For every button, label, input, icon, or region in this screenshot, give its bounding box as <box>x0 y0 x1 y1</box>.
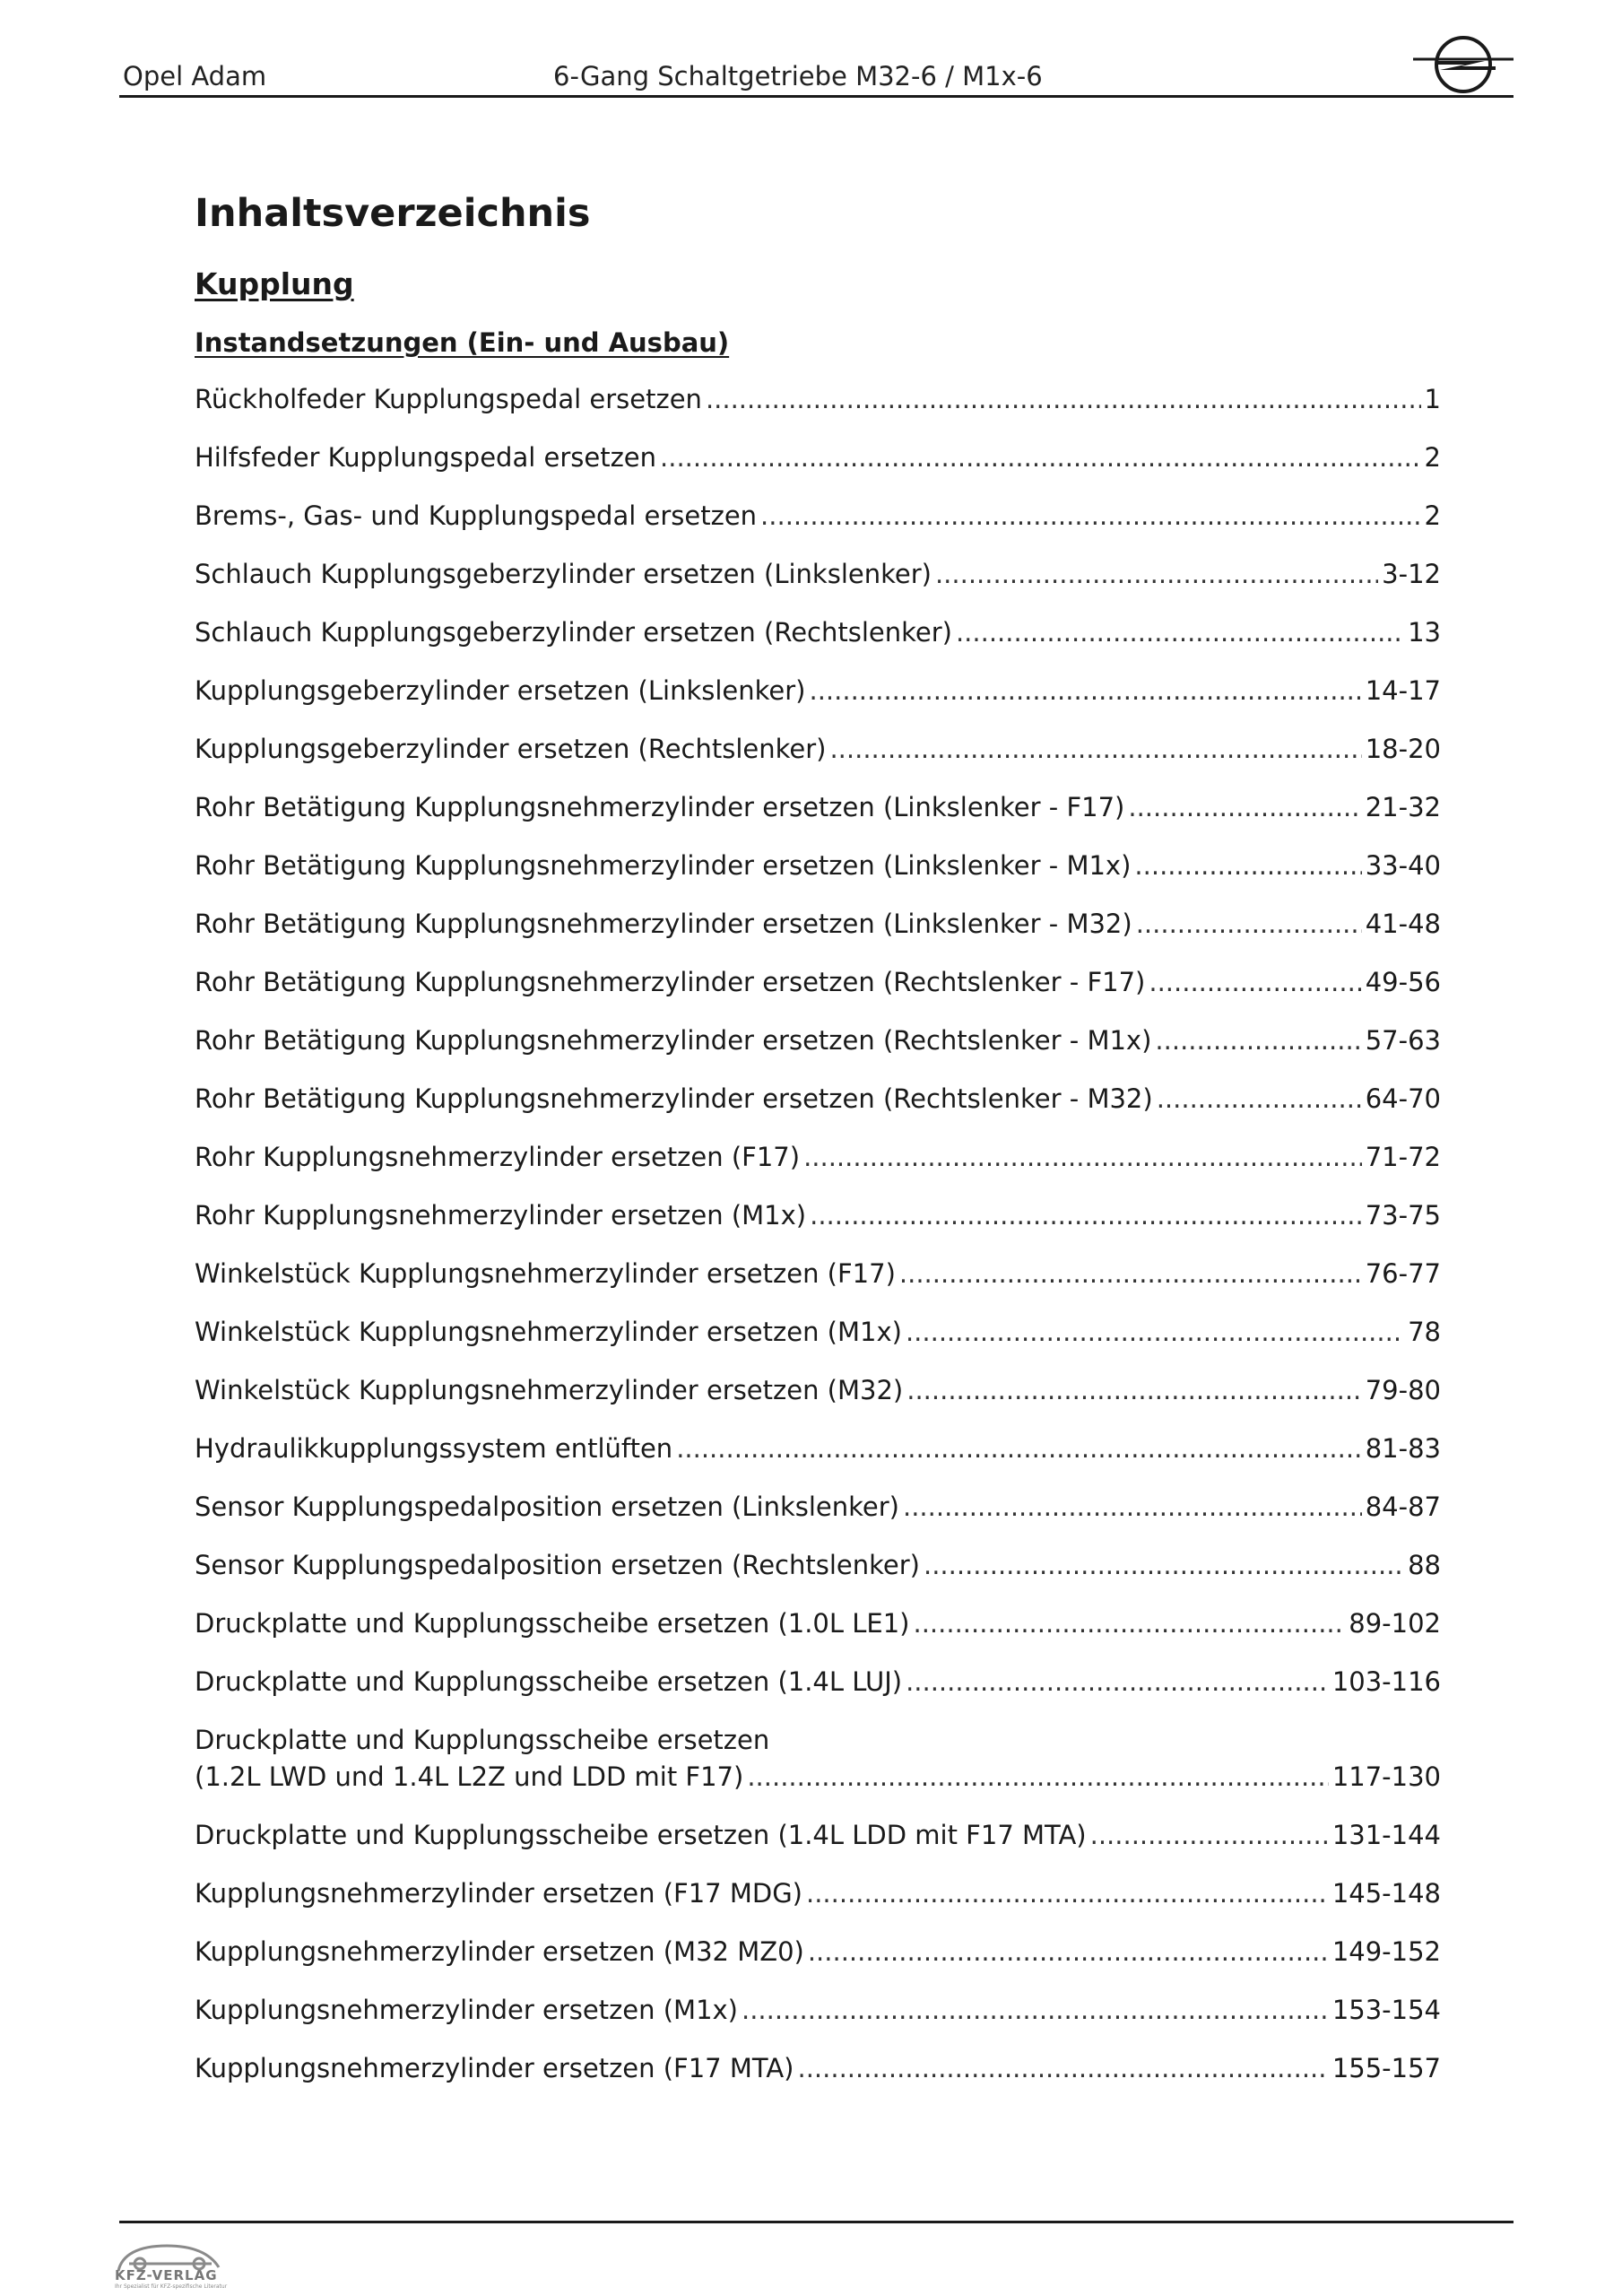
toc-entry-title: Rohr Betätigung Kupplungsnehmerzylinder ersetzen (Linkslenker - F17) <box>195 792 1125 822</box>
section-heading: Kupplung <box>195 266 354 301</box>
toc-entry-title: Schlauch Kupplungsgeberzylinder ersetzen (Linkslenker) <box>195 559 932 589</box>
toc-entry-page: 76-77 <box>1365 1258 1441 1289</box>
toc-entry[interactable] <box>195 2053 1441 2111</box>
toc-entry-title: Kupplungsnehmerzylinder ersetzen (F17 MDG) <box>195 1878 802 1909</box>
toc-entry-title: Winkelstück Kupplungsnehmerzylinder ersetzen (M1x) <box>195 1317 902 1347</box>
toc-entry-title: Kupplungsnehmerzylinder ersetzen (M32 MZ0) <box>195 1936 804 1967</box>
toc-entry[interactable] <box>195 1025 1441 1083</box>
toc-entry-title: Schlauch Kupplungsgeberzylinder ersetzen (Rechtslenker) <box>195 617 952 648</box>
toc-entry[interactable] <box>195 617 1441 675</box>
toc-entry-page: 14-17 <box>1365 675 1441 706</box>
toc-entry-page: 41-48 <box>1365 909 1441 939</box>
toc-entry[interactable] <box>195 559 1441 617</box>
toc-entry-page: 71-72 <box>1365 1142 1441 1172</box>
dot-leader <box>1134 850 1361 881</box>
toc-entry-page: 149-152 <box>1331 1936 1441 1967</box>
toc-entry[interactable] <box>195 500 1441 559</box>
toc-entry[interactable] <box>195 1317 1441 1375</box>
toc-entry-title-continued: (1.2L LWD und 1.4L L2Z und LDD mit F17) <box>195 1761 744 1792</box>
toc-entry[interactable] <box>195 909 1441 967</box>
toc-entry[interactable] <box>195 1550 1441 1608</box>
toc-entry-page: 89-102 <box>1349 1608 1441 1639</box>
toc-entry-title: Druckplatte und Kupplungsscheibe ersetzen (1.4L LUJ) <box>195 1666 903 1697</box>
toc-entry-title: Sensor Kupplungspedalposition ersetzen (Linkslenker) <box>195 1492 899 1522</box>
toc-entry[interactable] <box>195 1433 1441 1492</box>
dot-leader <box>742 1995 1329 2025</box>
toc-entry-title: Kupplungsnehmerzylinder ersetzen (F17 MTA) <box>195 2053 794 2083</box>
publisher-tagline: Ihr Spezialist für KFZ-spezifische Literatur <box>115 2283 228 2290</box>
dot-leader <box>660 442 1421 473</box>
publisher-logo-text: KFZ-VERLAG <box>115 2267 218 2283</box>
table-of-contents <box>195 384 1441 2111</box>
dot-leader <box>903 1492 1362 1522</box>
toc-entry-page: 153-154 <box>1331 1995 1441 2025</box>
dot-leader <box>810 1200 1362 1231</box>
toc-entry-page: 1 <box>1424 384 1441 414</box>
toc-entry-page: 73-75 <box>1365 1200 1441 1231</box>
toc-entry-title: Kupplungsnehmerzylinder ersetzen (M1x) <box>195 1995 738 2025</box>
toc-entry[interactable] <box>195 1936 1441 1995</box>
toc-entry-page: 33-40 <box>1365 850 1441 881</box>
dot-leader <box>1155 1025 1361 1056</box>
dot-leader <box>676 1433 1362 1464</box>
toc-entry-page: 2 <box>1424 442 1441 473</box>
dot-leader <box>809 675 1361 706</box>
toc-entry[interactable] <box>195 1258 1441 1317</box>
dot-leader <box>706 384 1421 414</box>
dot-leader <box>906 1666 1329 1697</box>
toc-entry-page: 88 <box>1408 1550 1441 1580</box>
dot-leader <box>829 734 1361 764</box>
dot-leader <box>899 1258 1362 1289</box>
toc-entry-title: Rohr Betätigung Kupplungsnehmerzylinder ersetzen (Linkslenker - M32) <box>195 909 1132 939</box>
toc-entry-title: Brems-, Gas- und Kupplungspedal ersetzen <box>195 500 758 531</box>
toc-entry[interactable] <box>195 1878 1441 1936</box>
toc-entry-title: Winkelstück Kupplungsnehmerzylinder ersetzen (M32) <box>195 1375 904 1405</box>
toc-entry[interactable] <box>195 1995 1441 2053</box>
toc-entry-title: Rohr Betätigung Kupplungsnehmerzylinder ersetzen (Rechtslenker - M1x) <box>195 1025 1152 1056</box>
toc-entry[interactable] <box>195 1375 1441 1433</box>
toc-entry-title: Rohr Kupplungsnehmerzylinder ersetzen (M1x) <box>195 1200 807 1231</box>
toc-entry-page: 103-116 <box>1331 1666 1441 1697</box>
toc-entry-page: 81-83 <box>1365 1433 1441 1464</box>
toc-entry-page: 2 <box>1424 500 1441 531</box>
toc-entry-title: Rohr Betätigung Kupplungsnehmerzylinder ersetzen (Linkslenker - M1x) <box>195 850 1132 881</box>
toc-entry-page: 49-56 <box>1365 967 1441 997</box>
toc-entry-page: 13 <box>1408 617 1441 648</box>
dot-leader <box>1149 967 1361 997</box>
header-document-title: 6-Gang Schaltgetriebe M32-6 / M1x-6 <box>553 61 1043 91</box>
toc-entry-title: Rohr Betätigung Kupplungsnehmerzylinder ersetzen (Rechtslenker - M32) <box>195 1083 1153 1114</box>
toc-entry-title: Kupplungsgeberzylinder ersetzen (Linkslenker) <box>195 675 806 706</box>
dot-leader <box>914 1608 1346 1639</box>
toc-entry-page: 84-87 <box>1365 1492 1441 1522</box>
toc-entry[interactable] <box>195 1725 1441 1820</box>
toc-entry-page: 117-130 <box>1331 1761 1441 1792</box>
toc-entry[interactable] <box>195 1608 1441 1666</box>
toc-entry-title: Sensor Kupplungspedalposition ersetzen (Rechtslenker) <box>195 1550 920 1580</box>
toc-entry-page: 145-148 <box>1331 1878 1441 1909</box>
toc-entry[interactable] <box>195 850 1441 909</box>
dot-leader <box>1090 1820 1329 1850</box>
toc-entry-title: Druckplatte und Kupplungsscheibe ersetzen (1.4L LDD mit F17 MTA) <box>195 1820 1087 1850</box>
dot-leader <box>906 1375 1361 1405</box>
toc-entry[interactable] <box>195 734 1441 792</box>
toc-entry-page: 3-12 <box>1382 559 1441 589</box>
dot-leader <box>808 1936 1329 1967</box>
toc-entry[interactable] <box>195 967 1441 1025</box>
dot-leader <box>935 559 1378 589</box>
page-header <box>119 56 1514 98</box>
toc-entry-title: Druckplatte und Kupplungsscheibe ersetzen (1.0L LE1) <box>195 1608 910 1639</box>
dot-leader <box>1128 792 1361 822</box>
toc-entry-title: Rohr Betätigung Kupplungsnehmerzylinder ersetzen (Rechtslenker - F17) <box>195 967 1146 997</box>
dot-leader <box>1136 909 1362 939</box>
dot-leader <box>956 617 1404 648</box>
dot-leader <box>798 2053 1329 2083</box>
dot-leader <box>806 1878 1329 1909</box>
toc-entry[interactable] <box>195 1820 1441 1878</box>
dot-leader <box>803 1142 1362 1172</box>
toc-entry-title: Rohr Kupplungsnehmerzylinder ersetzen (F17) <box>195 1142 801 1172</box>
toc-entry-title: Winkelstück Kupplungsnehmerzylinder ersetzen (F17) <box>195 1258 896 1289</box>
toc-entry-title: Hydraulikkupplungssystem entlüften <box>195 1433 673 1464</box>
toc-entry-title: Kupplungsgeberzylinder ersetzen (Rechtslenker) <box>195 734 827 764</box>
toc-entry-page: 57-63 <box>1365 1025 1441 1056</box>
toc-entry-page: 79-80 <box>1365 1375 1441 1405</box>
toc-entry[interactable] <box>195 675 1441 734</box>
toc-entry[interactable] <box>195 442 1441 500</box>
toc-entry[interactable] <box>195 792 1441 850</box>
opel-blitz-icon <box>1413 29 1514 95</box>
toc-entry-page: 131-144 <box>1331 1820 1441 1850</box>
header-model: Opel Adam <box>123 61 267 91</box>
toc-entry[interactable] <box>195 1492 1441 1550</box>
dot-leader <box>747 1761 1329 1792</box>
dot-leader <box>906 1317 1404 1347</box>
toc-entry[interactable] <box>195 1083 1441 1142</box>
toc-entry[interactable] <box>195 1666 1441 1725</box>
toc-entry-title: Hilfsfeder Kupplungspedal ersetzen <box>195 442 657 473</box>
dot-leader <box>924 1550 1404 1580</box>
toc-entry-page: 64-70 <box>1365 1083 1441 1114</box>
toc-entry-page: 78 <box>1408 1317 1441 1347</box>
page-title: Inhaltsverzeichnis <box>195 191 591 236</box>
subsection-heading: Instandsetzungen (Ein- und Ausbau) <box>195 327 730 358</box>
footer-divider <box>119 2221 1514 2223</box>
toc-entry-page: 18-20 <box>1365 734 1441 764</box>
toc-entry[interactable] <box>195 384 1441 442</box>
toc-entry-title: Rückholfeder Kupplungspedal ersetzen <box>195 384 702 414</box>
toc-entry[interactable] <box>195 1200 1441 1258</box>
toc-entry-page: 21-32 <box>1365 792 1441 822</box>
toc-entry-title: Druckplatte und Kupplungsscheibe ersetzen <box>195 1725 770 1755</box>
toc-entry[interactable] <box>195 1142 1441 1200</box>
dot-leader <box>760 500 1421 531</box>
toc-entry-page: 155-157 <box>1331 2053 1441 2083</box>
dot-leader <box>1157 1083 1362 1114</box>
